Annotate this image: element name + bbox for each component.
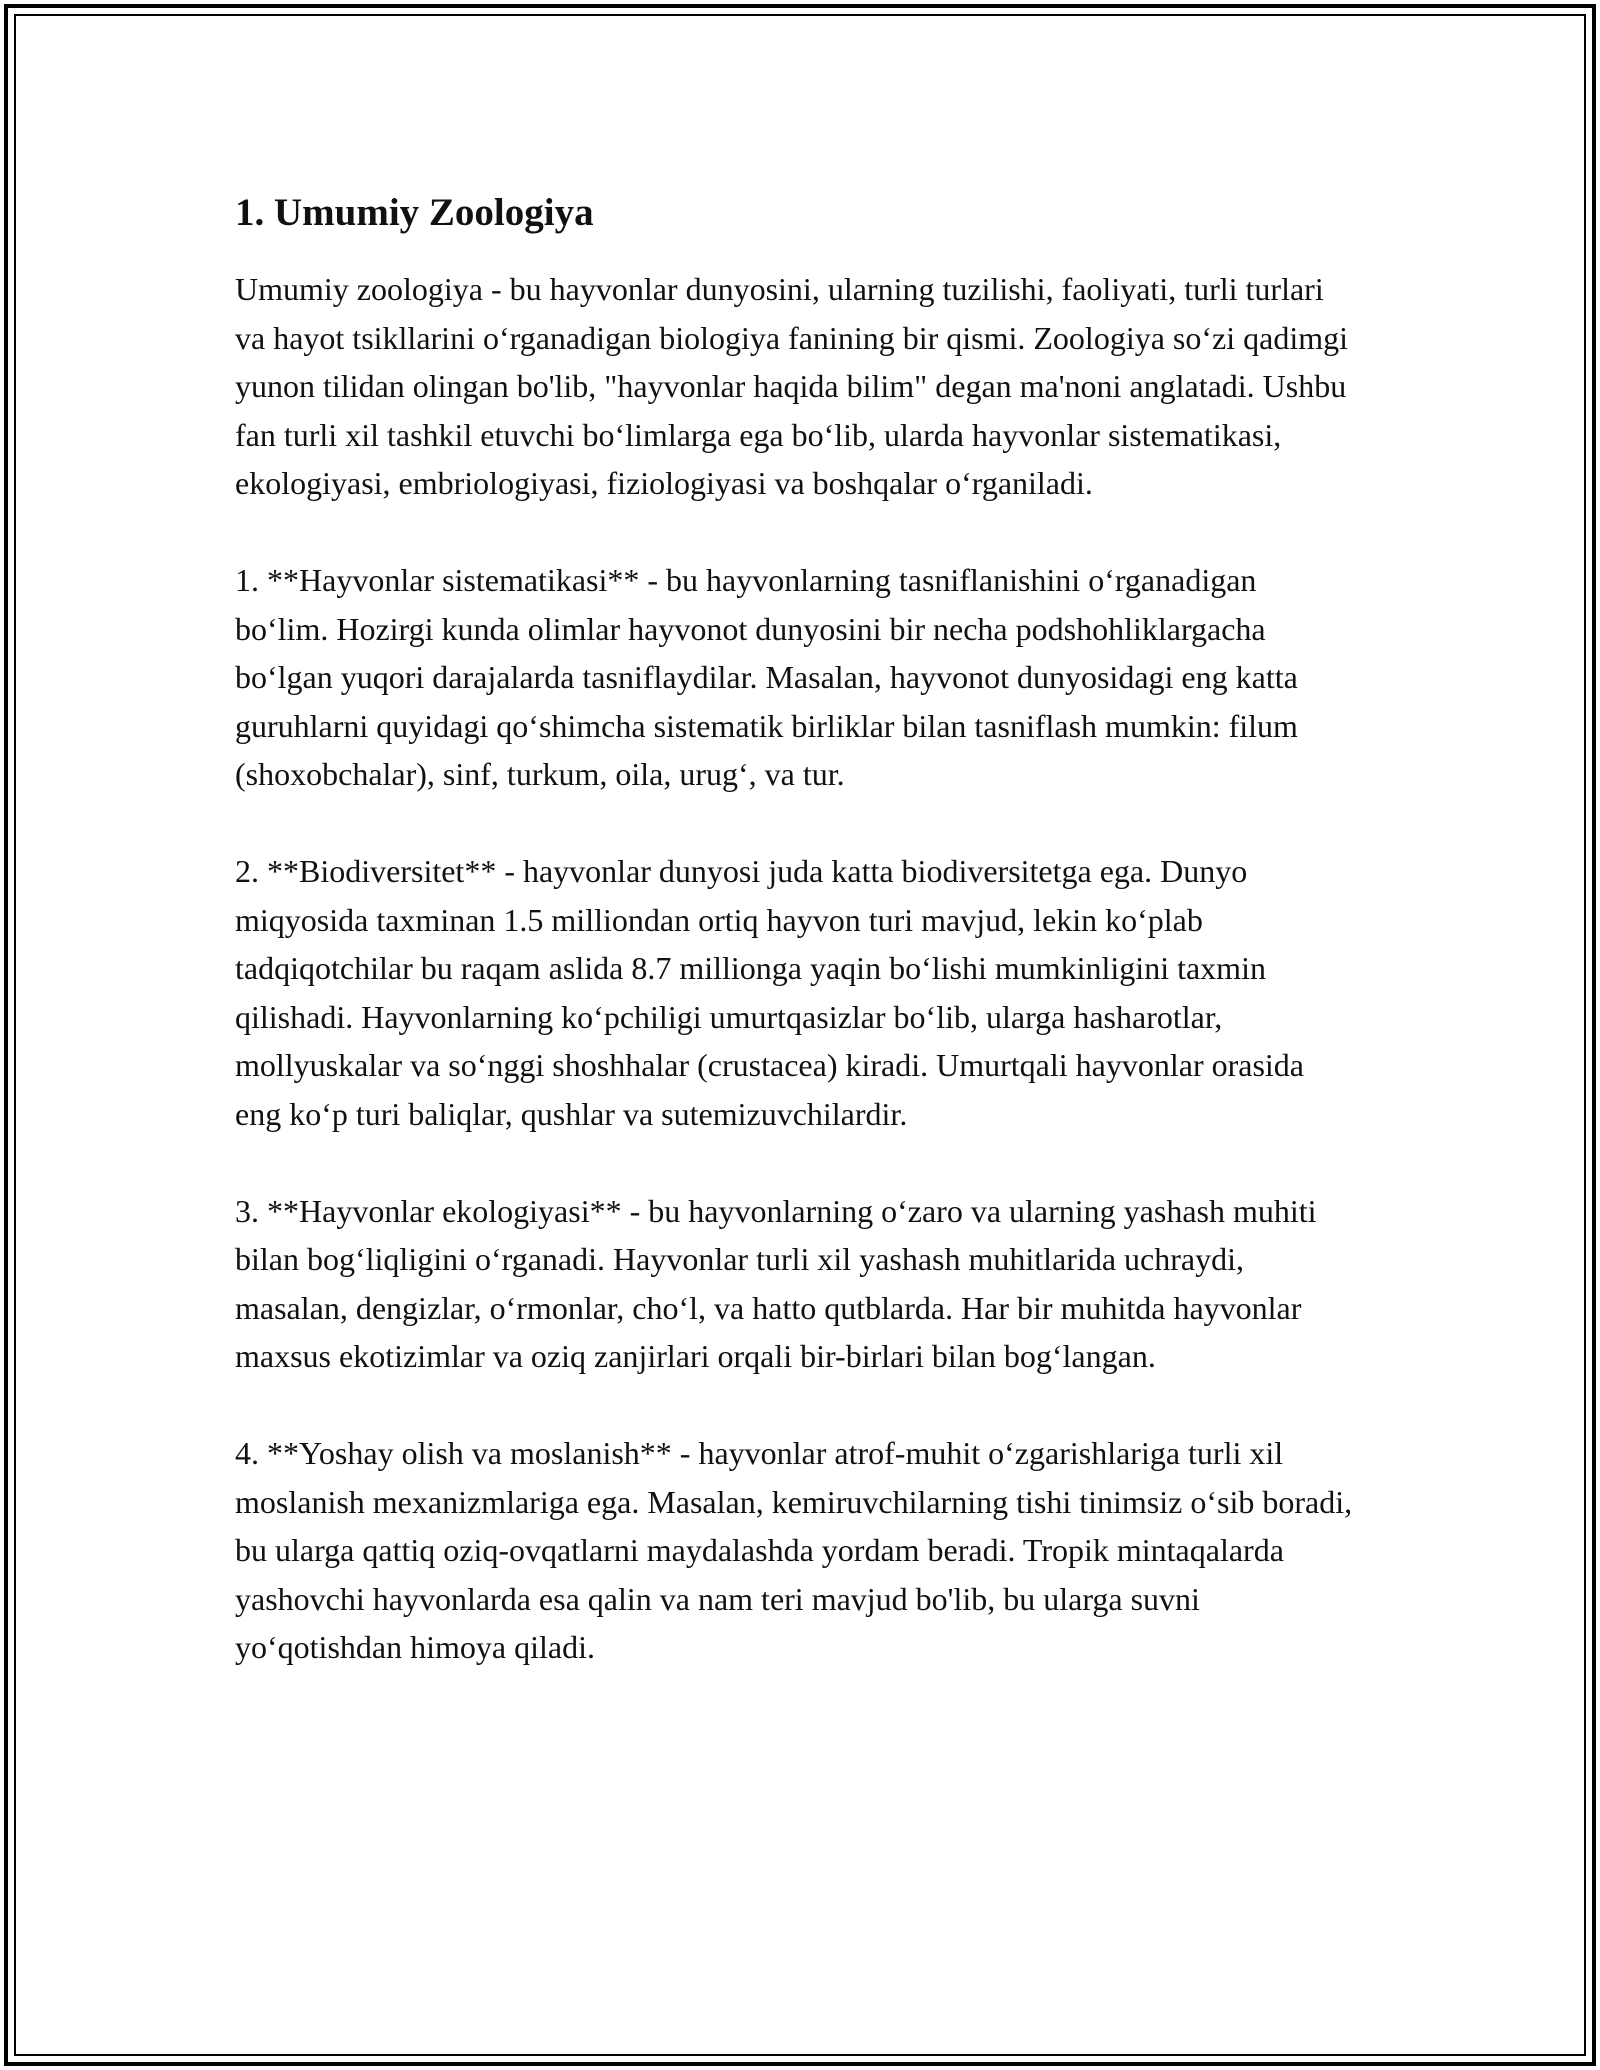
paragraph-biodiversity: 2. **Biodiversitet** - hayvonlar dunyosi juda katta biodiversitetga ega. Dunyo miqyosida taxminan 1.5 milliondan ortiq hayvon turi mavjud, lekin ko‘plab tadqiqotchilar bu raqam aslida 8.7 millionga yaqin bo‘lishi mumkinligini taxmin qilishadi. Hayvonlarning ko‘pchiligi umurtqasizlar bo‘lib, ularga hasharotlar, mollyuskalar va so‘nggi shoshhalar (crustacea) kiradi. Umurtqali hayvonlar orasida eng ko‘p turi baliqlar, qushlar va sutemizuvchilardir. — [235, 853, 1304, 1132]
paragraph-ecology: 3. **Hayvonlar ekologiyasi** - bu hayvonlarning o‘zaro va ularning yashash muhiti bilan bog‘liqligini o‘rganadi. Hayvonlar turli xil yashash muhitlarida uchraydi, masalan, dengizlar, o‘rmonlar, cho‘l, va hatto qutblarda. Har bir muhitda hayvonlar maxsus ekotizimlar va oziq zanjirlari orqali bir-birlari bilan bog‘langan. — [235, 1192, 1317, 1374]
intro-paragraph: Umumiy zoologiya - bu hayvonlar dunyosini, ularning tuzilishi, faoliyati, turli turlari va hayot tsikllarini o‘rganadigan biologiya fanining bir qismi. Zoologiya so‘zi qadimgi yunon tilidan olingan bo'lib, "hayvonlar haqida bilim" degan ma'noni anglatadi. Ushbu fan turli xil tashkil etuvchi bo‘limlarga ega bo‘lib, ularda hayvonlar sistematikasi, ekologiyasi, embriologiyasi, fiziologiyasi va boshqalar o‘rganiladi. — [235, 271, 1348, 501]
document-body — [235, 185, 1355, 1672]
paragraph-adaptation: 4. **Yoshay olish va moslanish** - hayvonlar atrof-muhit o‘zgarishlariga turli xil moslanish mexanizmlariga ega. Masalan, kemiruvchilarning tishi tinimsiz o‘sib boradi, bu ularga qattiq oziq-ovqatlarni maydalashda yordam beradi. Tropik mintaqalarda yashovchi hayvonlarda esa qalin va nam teri mavjud bo'lib, bu ularga suvni yo‘qotishdan himoya qiladi. — [235, 1435, 1353, 1665]
paragraph-systematics: 1. **Hayvonlar sistematikasi** - bu hayvonlarning tasniflanishini o‘rganadigan bo‘lim. Hozirgi kunda olimlar hayvonot dunyosini bir necha podshohliklargacha bo‘lgan yuqori darajalarda tasniflaydilar. Masalan, hayvonot dunyosidagi eng katta guruhlarni quyidagi qo‘shimcha sistematik birliklar bilan tasniflash mumkin: filum (shoxobchalar), sinf, turkum, oila, urug‘, va tur. — [235, 562, 1298, 792]
section-heading: 1. Umumiy Zoologiya — [235, 191, 594, 234]
